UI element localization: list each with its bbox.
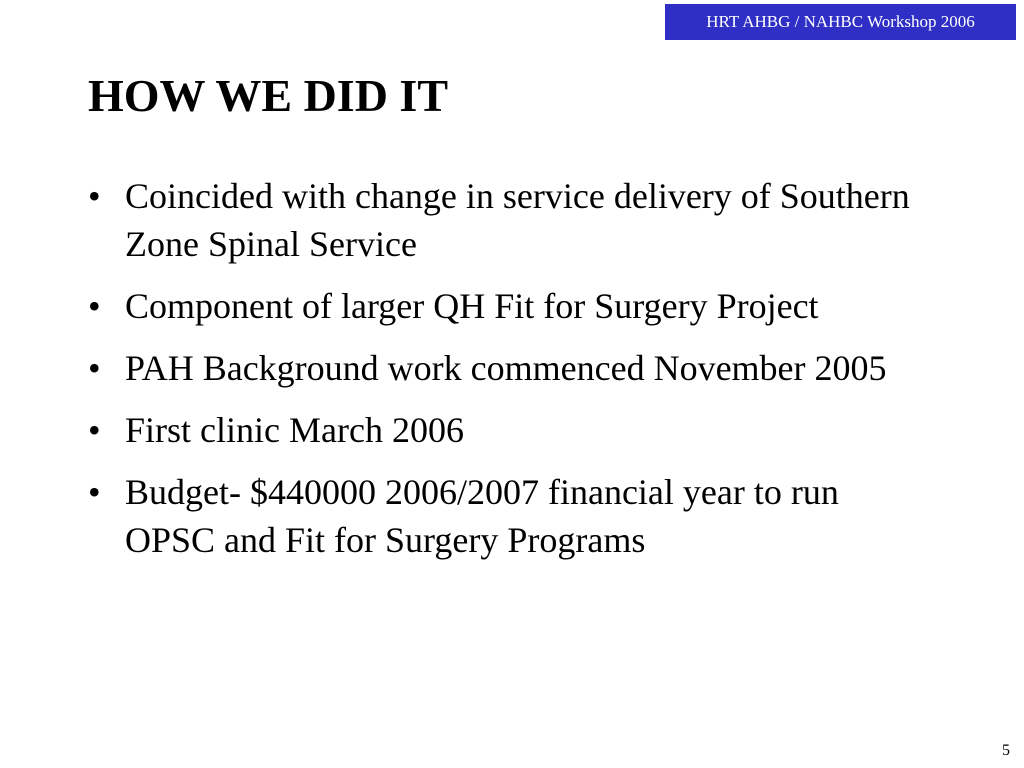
bullet-list [88, 172, 928, 578]
bullet-text: First clinic March 2006 [125, 410, 464, 450]
bullet-text: Component of larger QH Fit for Surgery Project [125, 286, 819, 326]
bullet-item [88, 468, 928, 564]
bullet-item [88, 344, 928, 392]
slide-title: HOW WE DID IT [88, 70, 449, 121]
bullet-icon: • [88, 176, 101, 216]
workshop-banner: HRT AHBG / NAHBC Workshop 2006 [665, 4, 1016, 40]
bullet-text: PAH Background work commenced November 2005 [125, 348, 887, 388]
bullet-item [88, 406, 928, 454]
page-number: 5 [1002, 742, 1010, 759]
bullet-icon: • [88, 348, 101, 388]
bullet-icon: • [88, 286, 101, 326]
bullet-item [88, 282, 928, 330]
bullet-text: Budget- $440000 2006/2007 financial year to run OPSC and Fit for Surgery Programs [125, 472, 839, 560]
bullet-item [88, 172, 928, 268]
bullet-icon: • [88, 410, 101, 450]
bullet-icon: • [88, 472, 101, 512]
bullet-text: Coincided with change in service delivery of Southern Zone Spinal Service [125, 176, 910, 264]
